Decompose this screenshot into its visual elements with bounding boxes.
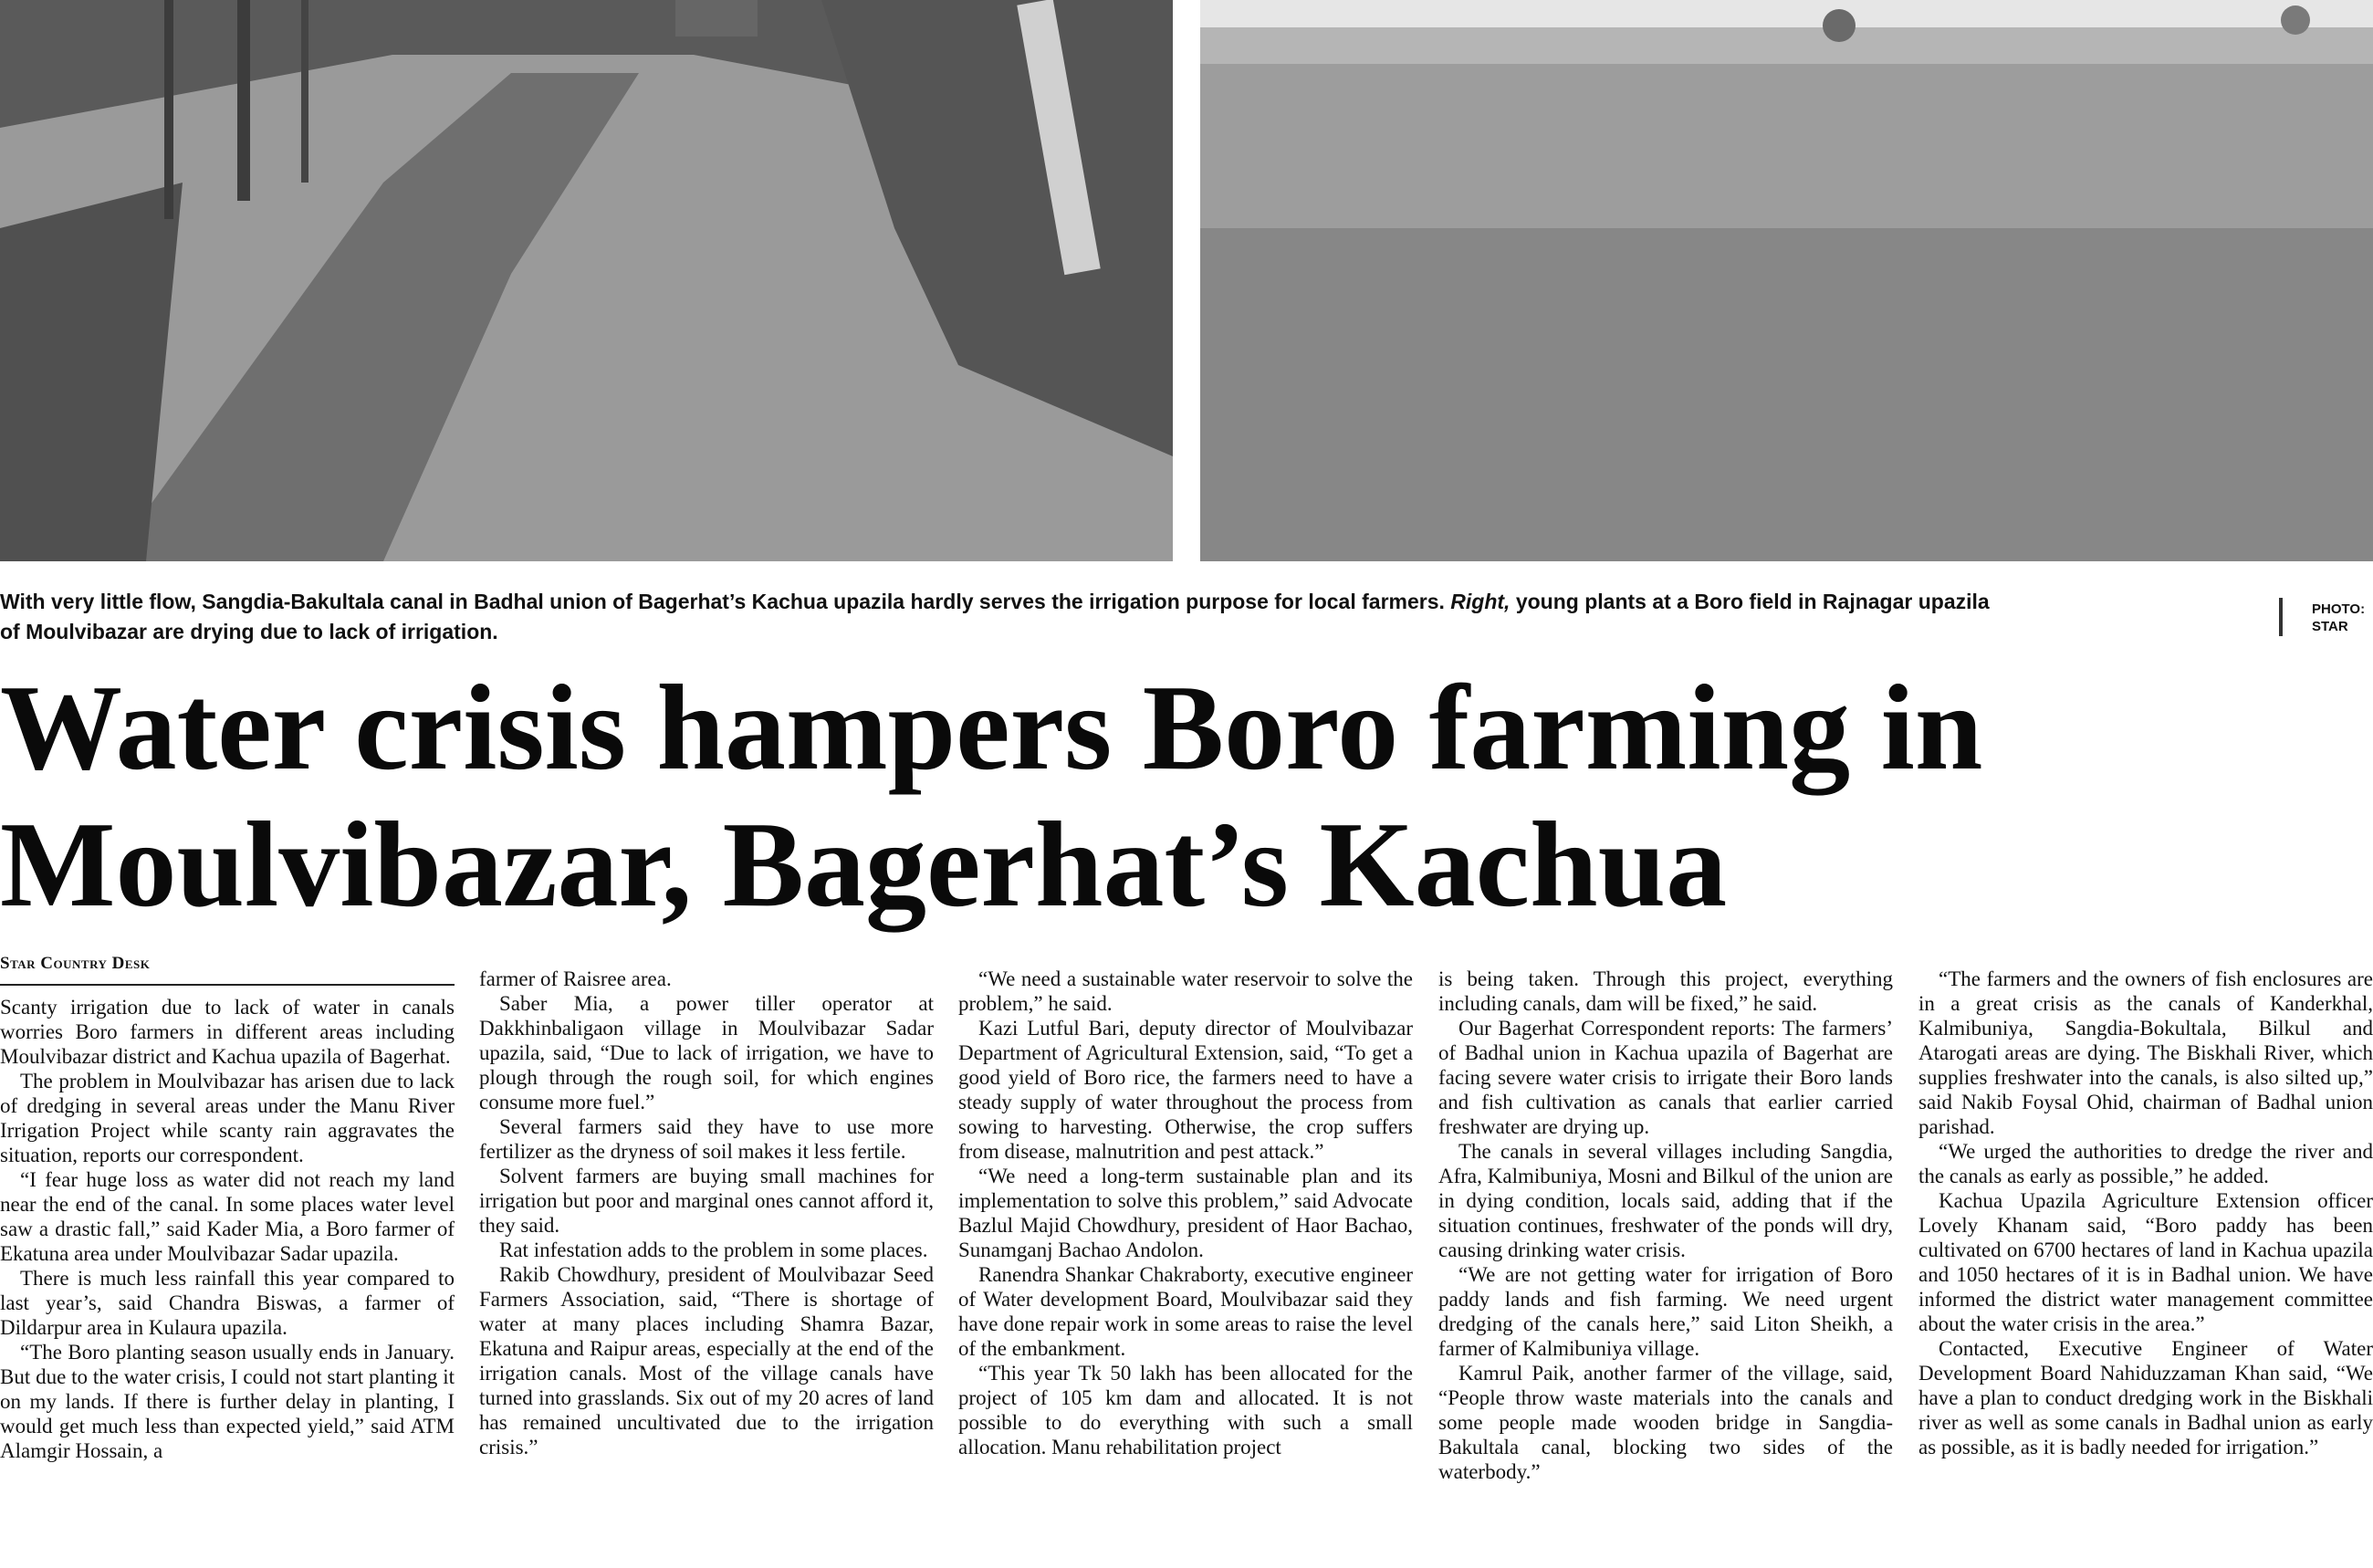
paragraph: “We need a sustainable water reservoir to solve the problem,” he said. xyxy=(958,967,1413,1015)
paragraph: Ranendra Shankar Chakraborty, executive engineer of Water development Board, Moulvibazar said they have done repair work in some areas to raise the level of the embankment. xyxy=(958,1263,1413,1360)
article-column-4 xyxy=(1438,967,1893,1484)
paragraph: “We urged the authorities to dredge the river and the canals as early as possible,” he added. xyxy=(1918,1140,2373,1187)
headline-line-1: Water crisis hampers Boro farming in xyxy=(0,660,1983,795)
paragraph: “We are not getting water for irrigation of Boro paddy lands and fish farming. We need urgent dredging of the canals here,” said Liton Sheikh, a farmer of Kalmibuniya village. xyxy=(1438,1263,1893,1360)
article-column-3 xyxy=(958,967,1413,1459)
credit-divider xyxy=(2279,598,2283,636)
paragraph: The problem in Moulvibazar has arisen due to lack of dredging in several areas under the Manu River Irrigation Project while scanty rain aggravates the situation, reports our correspondent. xyxy=(0,1070,455,1166)
paragraph: Several farmers said they have to use more fertilizer as the dryness of soil makes it less fertile. xyxy=(479,1115,934,1163)
paragraph: Kazi Lutful Bari, deputy director of Moulvibazar Department of Agricultural Extension, said, “To get a good yield of Boro rice, the farmers need to have a steady supply of water throughout the process from sowing to harvesting. Otherwise, the crop suffers from disease, malnutrition and pest attack.” xyxy=(958,1017,1413,1163)
paragraph: Saber Mia, a power tiller operator at Dakkhinbaligaon village in Moulvibazar Sadar upazila, said, “Due to lack of irrigation, we have to plough through the rough soil, for which engines consume more fuel.” xyxy=(479,992,934,1113)
byline-rule xyxy=(0,984,455,986)
paragraph: Kachua Upazila Agriculture Extension officer Lovely Khanam said, “Boro paddy has been cultivated on 6700 hectares of land in Kachua upazila and 1050 hectares of it is in Badhal union. We have informed the district water management committee about the water crisis in the area.” xyxy=(1918,1189,2373,1335)
paragraph: “The farmers and the owners of fish enclosures are in a great crisis as the canals of Kanderkhal, Kalmibuniya, Sangdia-Bokultala, Bilkul and Atarogati areas are dying. The Biskhali River, which supplies freshwater into the canals, is also silted up,” said Nakib Foysal Ohid, chairman of Badhal union parishad. xyxy=(1918,967,2373,1138)
canal-photo-image xyxy=(0,0,1173,561)
caption-part-2: young plants at a Boro field in Rajnagar upazila of Moulvibazar are drying due to lack of irrigation. xyxy=(0,590,1990,643)
caption-right-word: Right, xyxy=(1450,590,1511,613)
credit-line-2: STAR xyxy=(2312,619,2348,634)
photo-caption xyxy=(0,587,2008,647)
paragraph: Kamrul Paik, another farmer of the village, said, “People throw waste materials into the canals and some people made wooden bridge in Sangdia-Bakultala canal, blocking two sides of the waterbody.” xyxy=(1438,1362,1893,1483)
paragraph: is being taken. Through this project, everything including canals, dam will be fixed,” he said. xyxy=(1438,967,1893,1015)
article-column-1 xyxy=(0,995,455,1463)
article-column-2 xyxy=(479,967,934,1459)
paragraph: Rat infestation adds to the problem in some places. xyxy=(499,1239,928,1261)
paragraph: “I fear huge loss as water did not reach my land near the end of the canal. In some places water level saw a drastic fall,” said Kader Mia, a Boro farmer of Ekatuna area under Moulvibazar Sadar upazila. xyxy=(0,1168,455,1265)
field-photo-image xyxy=(1200,0,2373,561)
article-column-5 xyxy=(1918,967,2373,1459)
paragraph: “The Boro planting season usually ends in January. But due to the water crisis, I could not start planting it on my lands. If there is further delay in planting, I would get much less than expected yield,” said ATM Alamgir Hossain, a xyxy=(0,1341,455,1462)
photo-field xyxy=(1200,0,2373,561)
paragraph: “We need a long-term sustainable plan and its implementation to solve this problem,” said Advocate Bazlul Majid Chowdhury, president of Haor Bachao, Sunamganj Bachao Andolon. xyxy=(958,1165,1413,1261)
paragraph: Rakib Chowdhury, president of Moulvibazar Seed Farmers Association, said, “There is shortage of water at many places including Shamra Bazar, Ekatuna and Raipur areas, especially at the end of the irrigation canals. Most of the village canals have turned into grasslands. Six out of my 20 acres of land has remained uncultivated due to the irrigation crisis.” xyxy=(479,1263,934,1458)
headline xyxy=(0,659,2373,933)
byline: Star Country Desk xyxy=(0,954,151,973)
credit-line-1: PHOTO: xyxy=(2312,601,2366,617)
paragraph: farmer of Raisree area. xyxy=(479,967,672,990)
photo-canal xyxy=(0,0,1173,561)
headline-line-2: Moulvibazar, Bagerhat’s Kachua xyxy=(0,797,1728,932)
paragraph: Scanty irrigation due to lack of water in canals worries Boro farmers in different areas including Moulvibazar district and Kachua upazila of Bagerhat. xyxy=(0,996,455,1068)
photo-credit xyxy=(2312,601,2373,635)
paragraph: Contacted, Executive Engineer of Water Development Board Nahiduzzaman Khan said, “We have a plan to conduct dredging work in the Biskhali river as well as some canals in Badhal union as early as possible, as it is badly needed for irrigation.” xyxy=(1918,1337,2373,1458)
paragraph: Solvent farmers are buying small machines for irrigation but poor and marginal ones cannot afford it, they said. xyxy=(479,1165,934,1237)
paragraph: There is much less rainfall this year compared to last year’s, said Chandra Biswas, a farmer of Dildarpur area in Kulaura upazila. xyxy=(0,1267,455,1339)
paragraph: “This year Tk 50 lakh has been allocated for the project of 105 km dam and allocated. It is not possible to do everything with such a small allocation. Manu rehabilitation project xyxy=(958,1362,1413,1458)
paragraph: The canals in several villages including Sangdia, Afra, Kalmibuniya, Mosni and Bilkul of the union are in dying condition, locals said, adding that if the situation continues, freshwater of the ponds will dry, causing drinking water crisis. xyxy=(1438,1140,1893,1261)
paragraph: Our Bagerhat Correspondent reports: The farmers’ of Badhal union in Kachua upazila of Bagerhat are facing severe water crisis to irrigate their Boro lands and fish cultivation as canals that earlier carried freshwater are drying up. xyxy=(1438,1017,1893,1138)
caption-part-1: With very little flow, Sangdia-Bakultala canal in Badhal union of Bagerhat’s Kachua upazila hardly serves the irrigation purpose for local farmers. xyxy=(0,590,1451,613)
